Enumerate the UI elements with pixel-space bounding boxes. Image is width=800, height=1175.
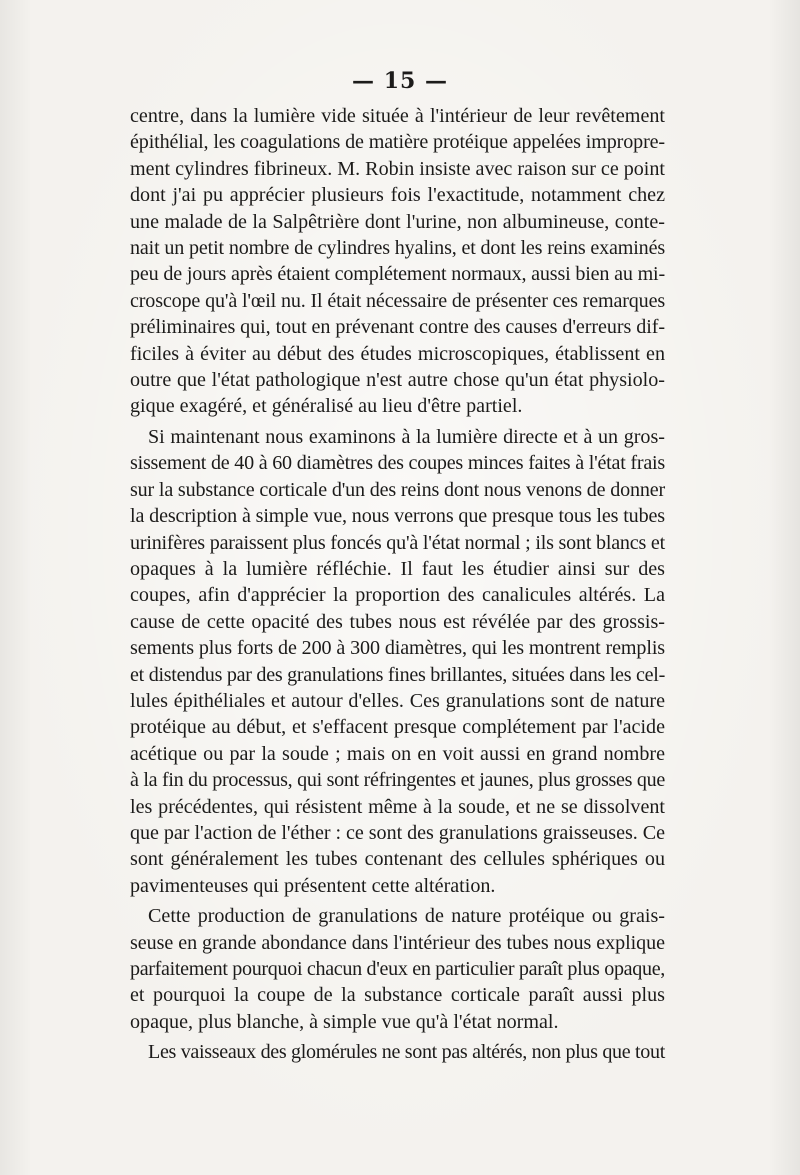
text-line: outre que l'état pathologique n'est autre chose qu'un état physiolo- <box>130 369 665 392</box>
body-text <box>130 103 665 1066</box>
page-number: — 15 — <box>352 68 448 94</box>
text-line: les précédentes, qui résistent même à la soude, et ne se dissolvent <box>130 795 665 818</box>
text-line: Cette production de granulations de nature protéique ou grais- <box>148 905 665 928</box>
paragraph-1 <box>130 103 665 420</box>
text-line: et distendus par des granulations fines brillantes, situées dans les cel- <box>130 663 665 686</box>
text-line: croscope qu'à l'œil nu. Il était nécessaire de présenter ces remarques <box>130 289 665 312</box>
text-line: ficiles à éviter au début des études microscopiques, établissent en <box>130 342 665 365</box>
paragraph-3 <box>130 903 665 1035</box>
text-line: la description à simple vue, nous verrons que presque tous les tubes <box>130 505 665 528</box>
text-line: une malade de la Salpêtrière dont l'urine, non albumineuse, conte- <box>130 210 665 233</box>
text-line: peu de jours après étaient complétement normaux, aussi bien au mi- <box>130 263 665 286</box>
text-line: coupes, afin d'apprécier la proportion des canalicules altérés. La <box>130 584 665 607</box>
text-line: sont généralement les tubes contenant des cellules sphériques ou <box>130 848 665 871</box>
text-line: sur la substance corticale d'un des reins dont nous venons de donner <box>130 478 665 501</box>
text-line: centre, dans la lumière vide située à l'intérieur de leur revêtement <box>130 105 665 127</box>
text-line: protéique au début, et s'effacent presque complétement par l'acide <box>130 716 665 739</box>
text-line: acétique ou par la soude ; mais on en voit aussi en grand nombre <box>130 742 665 765</box>
text-line: sements plus forts de 200 à 300 diamètres, qui les montrent remplis <box>130 637 665 660</box>
text-line: sissement de 40 à 60 diamètres des coupes minces faites à l'état frais <box>130 452 665 475</box>
text-line: urinifères paraissent plus foncés qu'à l'état normal ; ils sont blancs et <box>130 531 665 554</box>
text-line: que par l'action de l'éther : ce sont des granulations graisseuses. Ce <box>130 821 665 844</box>
text-line: pavimenteuses qui présentent cette altération. <box>130 874 496 897</box>
text-line: épithélial, les coagulations de matière protéique appelées impropre- <box>130 131 665 154</box>
text-line: à la fin du processus, qui sont réfringentes et jaunes, plus grosses que <box>130 769 665 792</box>
text-line: nait un petit nombre de cylindres hyalins, et dont les reins examinés <box>130 237 665 260</box>
text-line: opaque, plus blanche, à simple vue qu'à l'état normal. <box>130 1010 559 1033</box>
text-line: opaques à la lumière réfléchie. Il faut les étudier ainsi sur des <box>130 557 665 580</box>
text-line: Si maintenant nous examinons à la lumière directe et à un gros- <box>148 425 665 448</box>
text-line: dont j'ai pu apprécier plusieurs fois l'exactitude, notamment chez <box>130 184 665 207</box>
text-line: parfaitement pourquoi chacun d'eux en particulier paraît plus opaque, <box>130 958 665 980</box>
text-line: Les vaisseaux des glomérules ne sont pas altérés, non plus que tout <box>148 1041 665 1064</box>
text-line: lules épithéliales et autour d'elles. Ces granulations sont de nature <box>130 689 665 712</box>
text-line: gique exagéré, et généralisé au lieu d'être partiel. <box>130 395 523 418</box>
text-line: préliminaires qui, tout en prévenant contre des causes d'erreurs dif- <box>130 316 665 339</box>
text-line: seuse en grande abondance dans l'intérieur des tubes nous explique <box>130 931 665 954</box>
text-line: ment cylindres fibrineux. M. Robin insiste avec raison sur ce point <box>130 157 665 180</box>
paragraph-4 <box>130 1039 665 1065</box>
text-line: cause de cette opacité des tubes nous est révélée par des grossis- <box>130 610 665 633</box>
paragraph-2 <box>130 424 665 899</box>
text-line: et pourquoi la coupe de la substance corticale paraît aussi plus <box>130 984 665 1007</box>
